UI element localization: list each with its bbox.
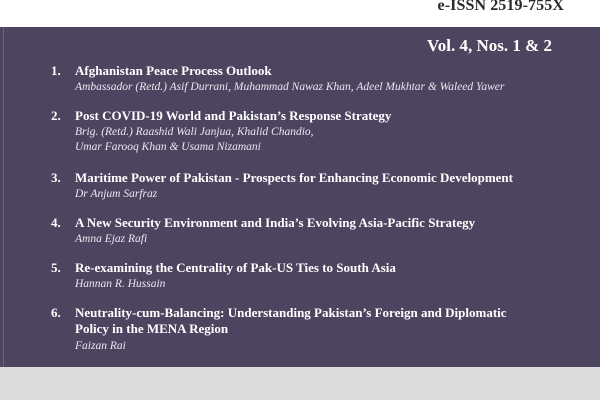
issn-label: e-ISSN 2519-755X	[437, 0, 564, 14]
article-number: 3.	[51, 170, 61, 185]
article-title[interactable]	[75, 305, 550, 320]
article-title[interactable]: Afghanistan Peace Process Outlook	[75, 63, 272, 78]
article-number: 1.	[51, 63, 61, 78]
article-number: 5.	[51, 260, 61, 275]
article-authors: Brig. (Retd.) Raashid Wali Janjua, Khalid Chandio,	[75, 126, 314, 138]
article-title[interactable]: Post COVID-19 World and Pakistan’s Response Strategy	[75, 108, 392, 123]
article-authors: Amna Ejaz Rafi	[75, 233, 148, 245]
article-number: 2.	[51, 108, 61, 123]
article-title[interactable]: Maritime Power of Pakistan - Prospects for Enhancing Economic Development	[75, 170, 513, 185]
bottom-strip	[0, 367, 600, 400]
article-number: 4.	[51, 215, 61, 230]
article-title-line-1: Neutrality-cum-Balancing: Understanding Pakistan’s Foreign and Diplomatic	[75, 305, 507, 320]
article-authors: Faizan Rai	[75, 340, 126, 352]
article-authors: Hannan R. Hussain	[75, 278, 166, 290]
article-title-continued[interactable]	[75, 321, 550, 336]
article-number: 6.	[51, 305, 61, 320]
volume-label: Vol. 4, Nos. 1 & 2	[427, 36, 552, 55]
article-title[interactable]: Re-examining the Centrality of Pak-US Ties to South Asia	[75, 260, 396, 275]
article-authors: Dr Anjum Sarfraz	[75, 188, 158, 200]
article-authors-line-2: Umar Farooq Khan & Usama Nizamani	[75, 141, 261, 153]
article-title[interactable]: A New Security Environment and India’s Evolving Asia-Pacific Strategy	[75, 215, 476, 230]
article-authors: Ambassador (Retd.) Asif Durrani, Muhammad Nawaz Khan, Adeel Mukhtar & Waleed Yawer	[75, 81, 505, 93]
article-title-line-2: Policy in the MENA Region	[75, 321, 229, 336]
